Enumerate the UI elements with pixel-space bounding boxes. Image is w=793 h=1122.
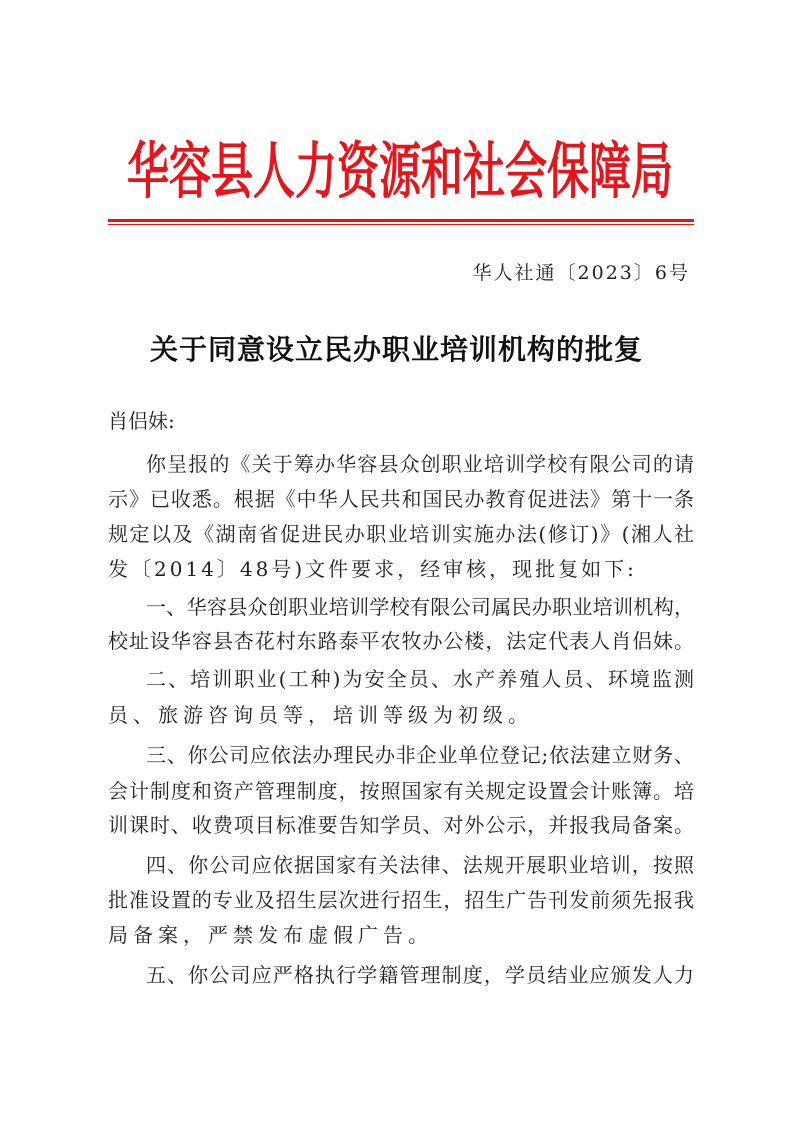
masthead-rule-thick (108, 219, 694, 222)
body-line: 示》已收悉。根据《中华人民共和国民办教育促进法》第十一条 (108, 487, 694, 511)
body-line: 五、你公司应严格执行学籍管理制度，学员结业应颁发人力 (146, 963, 694, 987)
body-line: 你呈报的《关于筹办华容县众创职业培训学校有限公司的请 (146, 452, 694, 476)
salutation: 肖侣妹: (108, 409, 175, 433)
body-line: 局备案，严禁发布虚假广告。 (108, 923, 433, 947)
body-line: 二、培训职业(工种)为安全员、水产养殖人员、环境监测 (146, 667, 694, 691)
body-line: 批准设置的专业及招生层次进行招生，招生广告刊发前须先报我 (108, 888, 694, 912)
body-line: 发〔2014〕48号)文件要求，经审核，现批复如下: (108, 557, 637, 581)
document-number: 华人社通〔2023〕6号 (472, 262, 690, 284)
body-line: 规定以及《湖南省促进民办职业培训实施办法(修订)》(湘人社 (108, 522, 694, 546)
body-line: 三、你公司应依法办理民办非企业单位登记;依法建立财务、 (146, 743, 694, 767)
body-line: 员、旅游咨询员等，培训等级为初级。 (108, 703, 533, 727)
masthead-rule-thin (108, 224, 694, 225)
body-line: 一、华容县众创职业培训学校有限公司属民办职业培训机构， (146, 595, 694, 619)
body-line: 四、你公司应依据国家有关法律、法规开展职业培训，按照 (146, 853, 694, 877)
body-line: 校址设华容县杏花村东路泰平农牧办公楼，法定代表人肖侣妹。 (108, 629, 694, 653)
body-line: 训课时、收费项目标准要告知学员、对外公示，并报我局备案。 (108, 813, 694, 837)
document-title: 关于同意设立民办职业培训机构的批复 (149, 333, 643, 366)
body-line: 会计制度和资产管理制度，按照国家有关规定设置会计账簿。培 (108, 779, 694, 803)
masthead-org-name: 华容县人力资源和社会保障局 (126, 135, 673, 207)
